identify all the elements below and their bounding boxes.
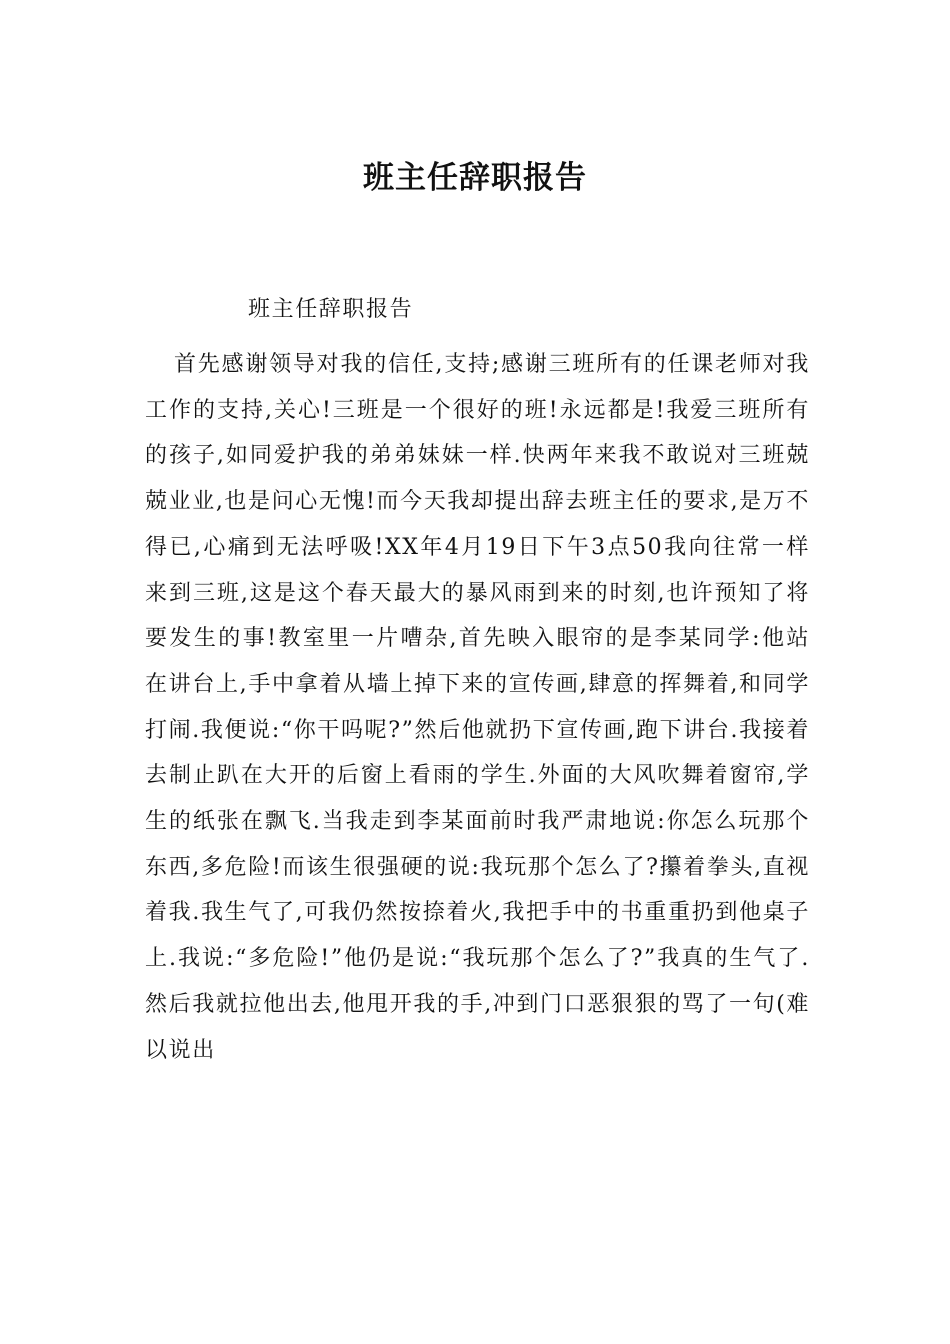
body-paragraph: 首先感谢领导对我的信任,支持;感谢三班所有的任课老师对我工作的支持,关心!三班是一个很好的班!永远都是!我爱三班所有的孩子,如同爱护我的弟弟妹妹一样.快两年来我不敢说对三班兢兢业业,也是问心无愧!而今天我却提出辞去班主任的要求,是万不得已,心痛到无法呼吸!XX年4月19日下午3点50我向往常一样来到三班,这是这个春天最大的暴风雨到来的时刻,也许预知了将要发生的事!教室里一片嘈杂,首先映入眼帘的是李某同学:他站在讲台上,手中拿着从墙上掉下来的宣传画,肆意的挥舞着,和同学打闹.我便说:“你干吗呢?”然后他就扔下宣传画,跑下讲台.我接着去制止趴在大开的后窗上看雨的学生.外面的大风吹舞着窗帘,学生的纸张在飘飞.当我走到李某面前时我严肃地说:你怎么玩那个东西,多危险!而该生很强硬的说:我玩那个怎么了?攥着拳头,直视着我.我生气了,可我仍然按捺着火,我把手中的书重重扔到他桌子上.我说:“多危险!”他仍是说:“我玩那个怎么了?”我真的生气了.然后我就拉他出去,他甩开我的手,冲到门口恶狠狠的骂了一句(难以说出 [145, 352, 810, 1063]
document-title: 班主任辞职报告 [363, 160, 587, 196]
document-subtitle: 班主任辞职报告 [248, 297, 414, 322]
